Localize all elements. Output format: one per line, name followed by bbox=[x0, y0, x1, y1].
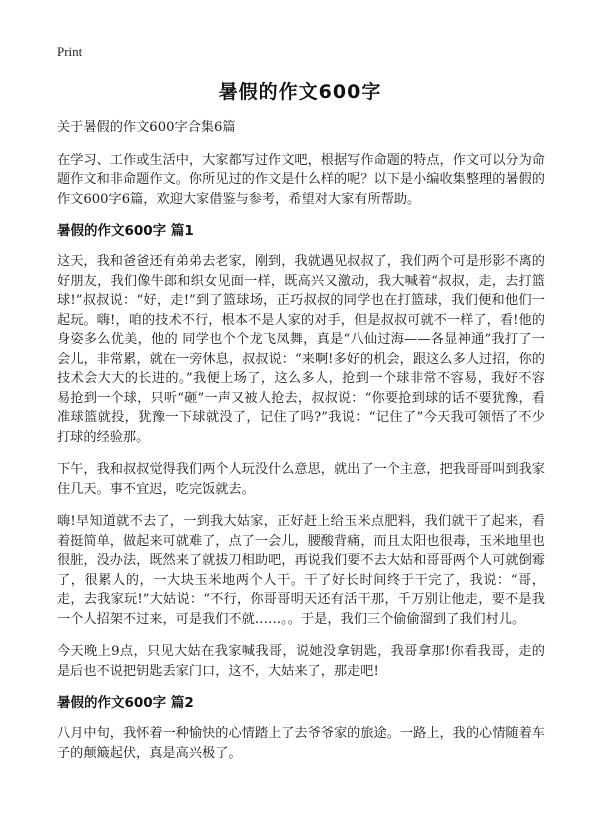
section-1-paragraph-2: 下午，我和叔叔觉得我们两个人玩没什么意思，就出了一个主意，把我哥哥叫到我家住几天。事不宜迟，吃完饭就去。 bbox=[57, 462, 545, 497]
print-link[interactable]: Print bbox=[57, 44, 83, 59]
page-title: 暑假的作文600字 bbox=[218, 81, 382, 103]
section-heading-1: 暑假的作文600字 篇1 bbox=[57, 223, 194, 239]
section-heading-2: 暑假的作文600字 篇2 bbox=[57, 695, 194, 711]
section-2-paragraph-1: 八月中旬，我怀着一种愉快的心情踏上了去爷爷家的旅途。一路上，我的心情随着车子的颠簸起伏，真是高兴极了。 bbox=[57, 726, 545, 761]
article-subtitle: 关于暑假的作文600字合集6篇 bbox=[57, 120, 236, 135]
section-1-paragraph-4: 今天晚上9点，只见大姑在我家喊我哥，说她没拿钥匙，我哥拿那!你看我哥，走的是后也不说把钥匙丢家门口，这不，大姑来了，那走吧! bbox=[57, 644, 545, 679]
article-body bbox=[57, 118, 545, 776]
intro-paragraph: 在学习、工作或生活中，大家都写过作文吧，根据写作命题的特点，作文可以分为命题作文和非命题作文。你所见过的作文是什么样的呢？以下是小编收集整理的暑假的作文600字6篇，欢迎大家借鉴与参考，希望对大家有所帮助。 bbox=[57, 152, 545, 207]
section-1-paragraph-3: 嗨!早知道就不去了，一到我大姑家，正好赶上给玉米点肥料，我们就干了起来，看着挺简单，做起来可就难了，点了一会儿，腰酸背痛，而且太阳也很毒，玉米地里也很脏，没办法，既然来了就拔刀相助吧，再说我们要不去大姑和哥哥两个人可就倒霉了，很累人的，一大块玉米地两个人干。干了好长时间终于干完了，我说：“哥，走，去我家玩!”大姑说：“不行，你哥哥明天还有活干那，千万别让他走，要不是我一个人招架不过来，可是我们不就……。。于是，我们三个偷偷溜到了我们村儿。 bbox=[57, 514, 545, 627]
section-1-paragraph-1: 这天，我和爸爸还有弟弟去老家，刚到，我就遇见叔叔了，我们两个可是形影不离的好朋友，我们像牛郎和织女见面一样，既高兴又激动，我大喊着“叔叔，走，去打篮球!”叔叔说：“好，走!”到了篮球场，正巧叔叔的同学也在打篮球，我们便和他们一起玩。嗨!，咱的技术不行，根本不是人家的对手，但是叔叔可就不一样了，看!他的身姿多么优美，他的 同学也个个龙飞凤舞，真是“八仙过海——各显神通”我打了一会儿，非常累，就在一旁休息，叔叔说：“来啊!多好的机会，跟这么多人过招，你的技术会大大的长进的。”我便上场了，这么多人，抢到一个球非常不容易，我好不容易抢到一个球，只听“砸”一声又被人抢去，叔叔说：“你要抢到球的话不要犹豫，看准球篮就投，犹豫一下球就没了，记住了吗?”我说：“记住了”今天我可领悟了不少打球的经验那。 bbox=[57, 254, 545, 445]
